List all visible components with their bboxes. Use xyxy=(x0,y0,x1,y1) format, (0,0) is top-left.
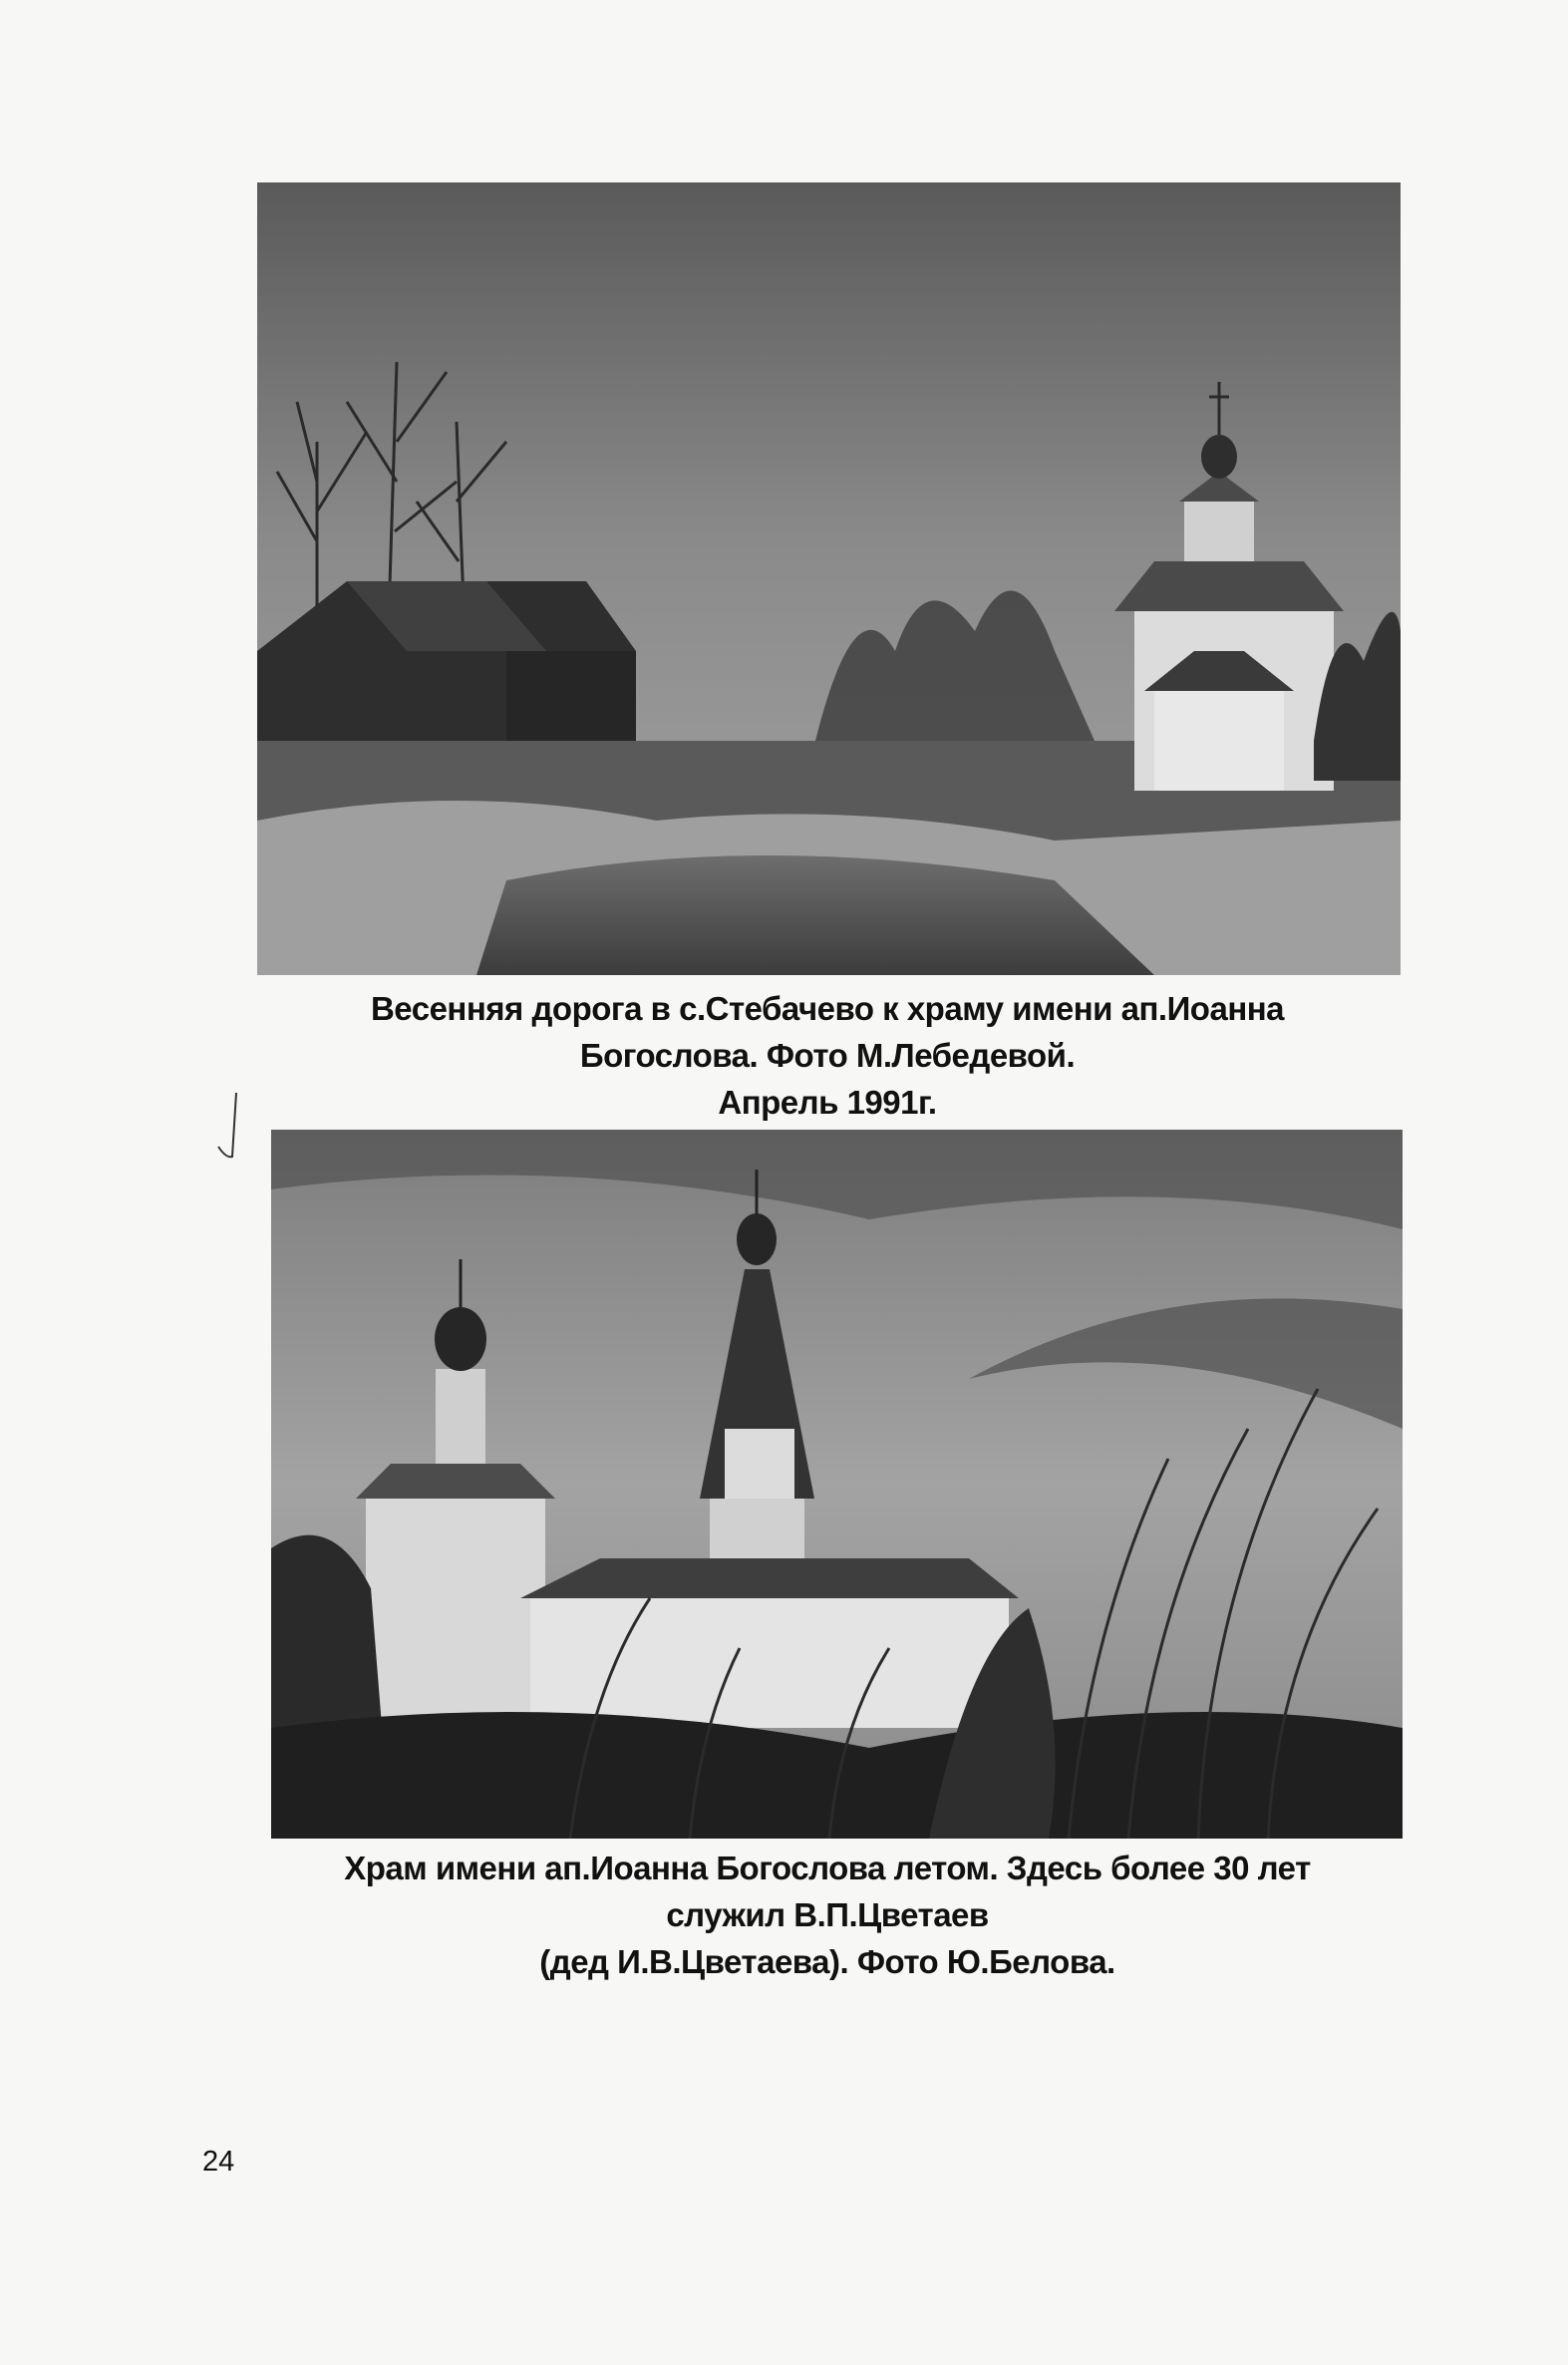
caption-line: (дед И.В.Цветаева). Фото Ю.Белова. xyxy=(539,1943,1115,1980)
photo-spring-road-church-drawing xyxy=(257,182,1401,975)
caption-spring-road xyxy=(179,985,1475,1126)
photo-church-summer xyxy=(271,1130,1403,1839)
photo-church-summer-drawing xyxy=(271,1130,1403,1839)
caption-line: Храм имени ап.Иоанна Богослова летом. Здесь более 30 лет xyxy=(344,1850,1311,1886)
caption-line: служил В.П.Цветаев xyxy=(666,1896,989,1933)
photo-spring-road-church xyxy=(257,182,1401,975)
caption-line: Апрель 1991г. xyxy=(718,1084,937,1121)
page-number: 24 xyxy=(202,2146,235,2178)
caption-church-summer xyxy=(179,1845,1475,1985)
handwritten-check-mark xyxy=(214,1087,254,1167)
caption-line: Весенняя дорога в с.Стебачево к храму имени ап.Иоанна xyxy=(370,990,1285,1027)
caption-line: Богослова. Фото М.Лебедевой. xyxy=(579,1037,1076,1074)
